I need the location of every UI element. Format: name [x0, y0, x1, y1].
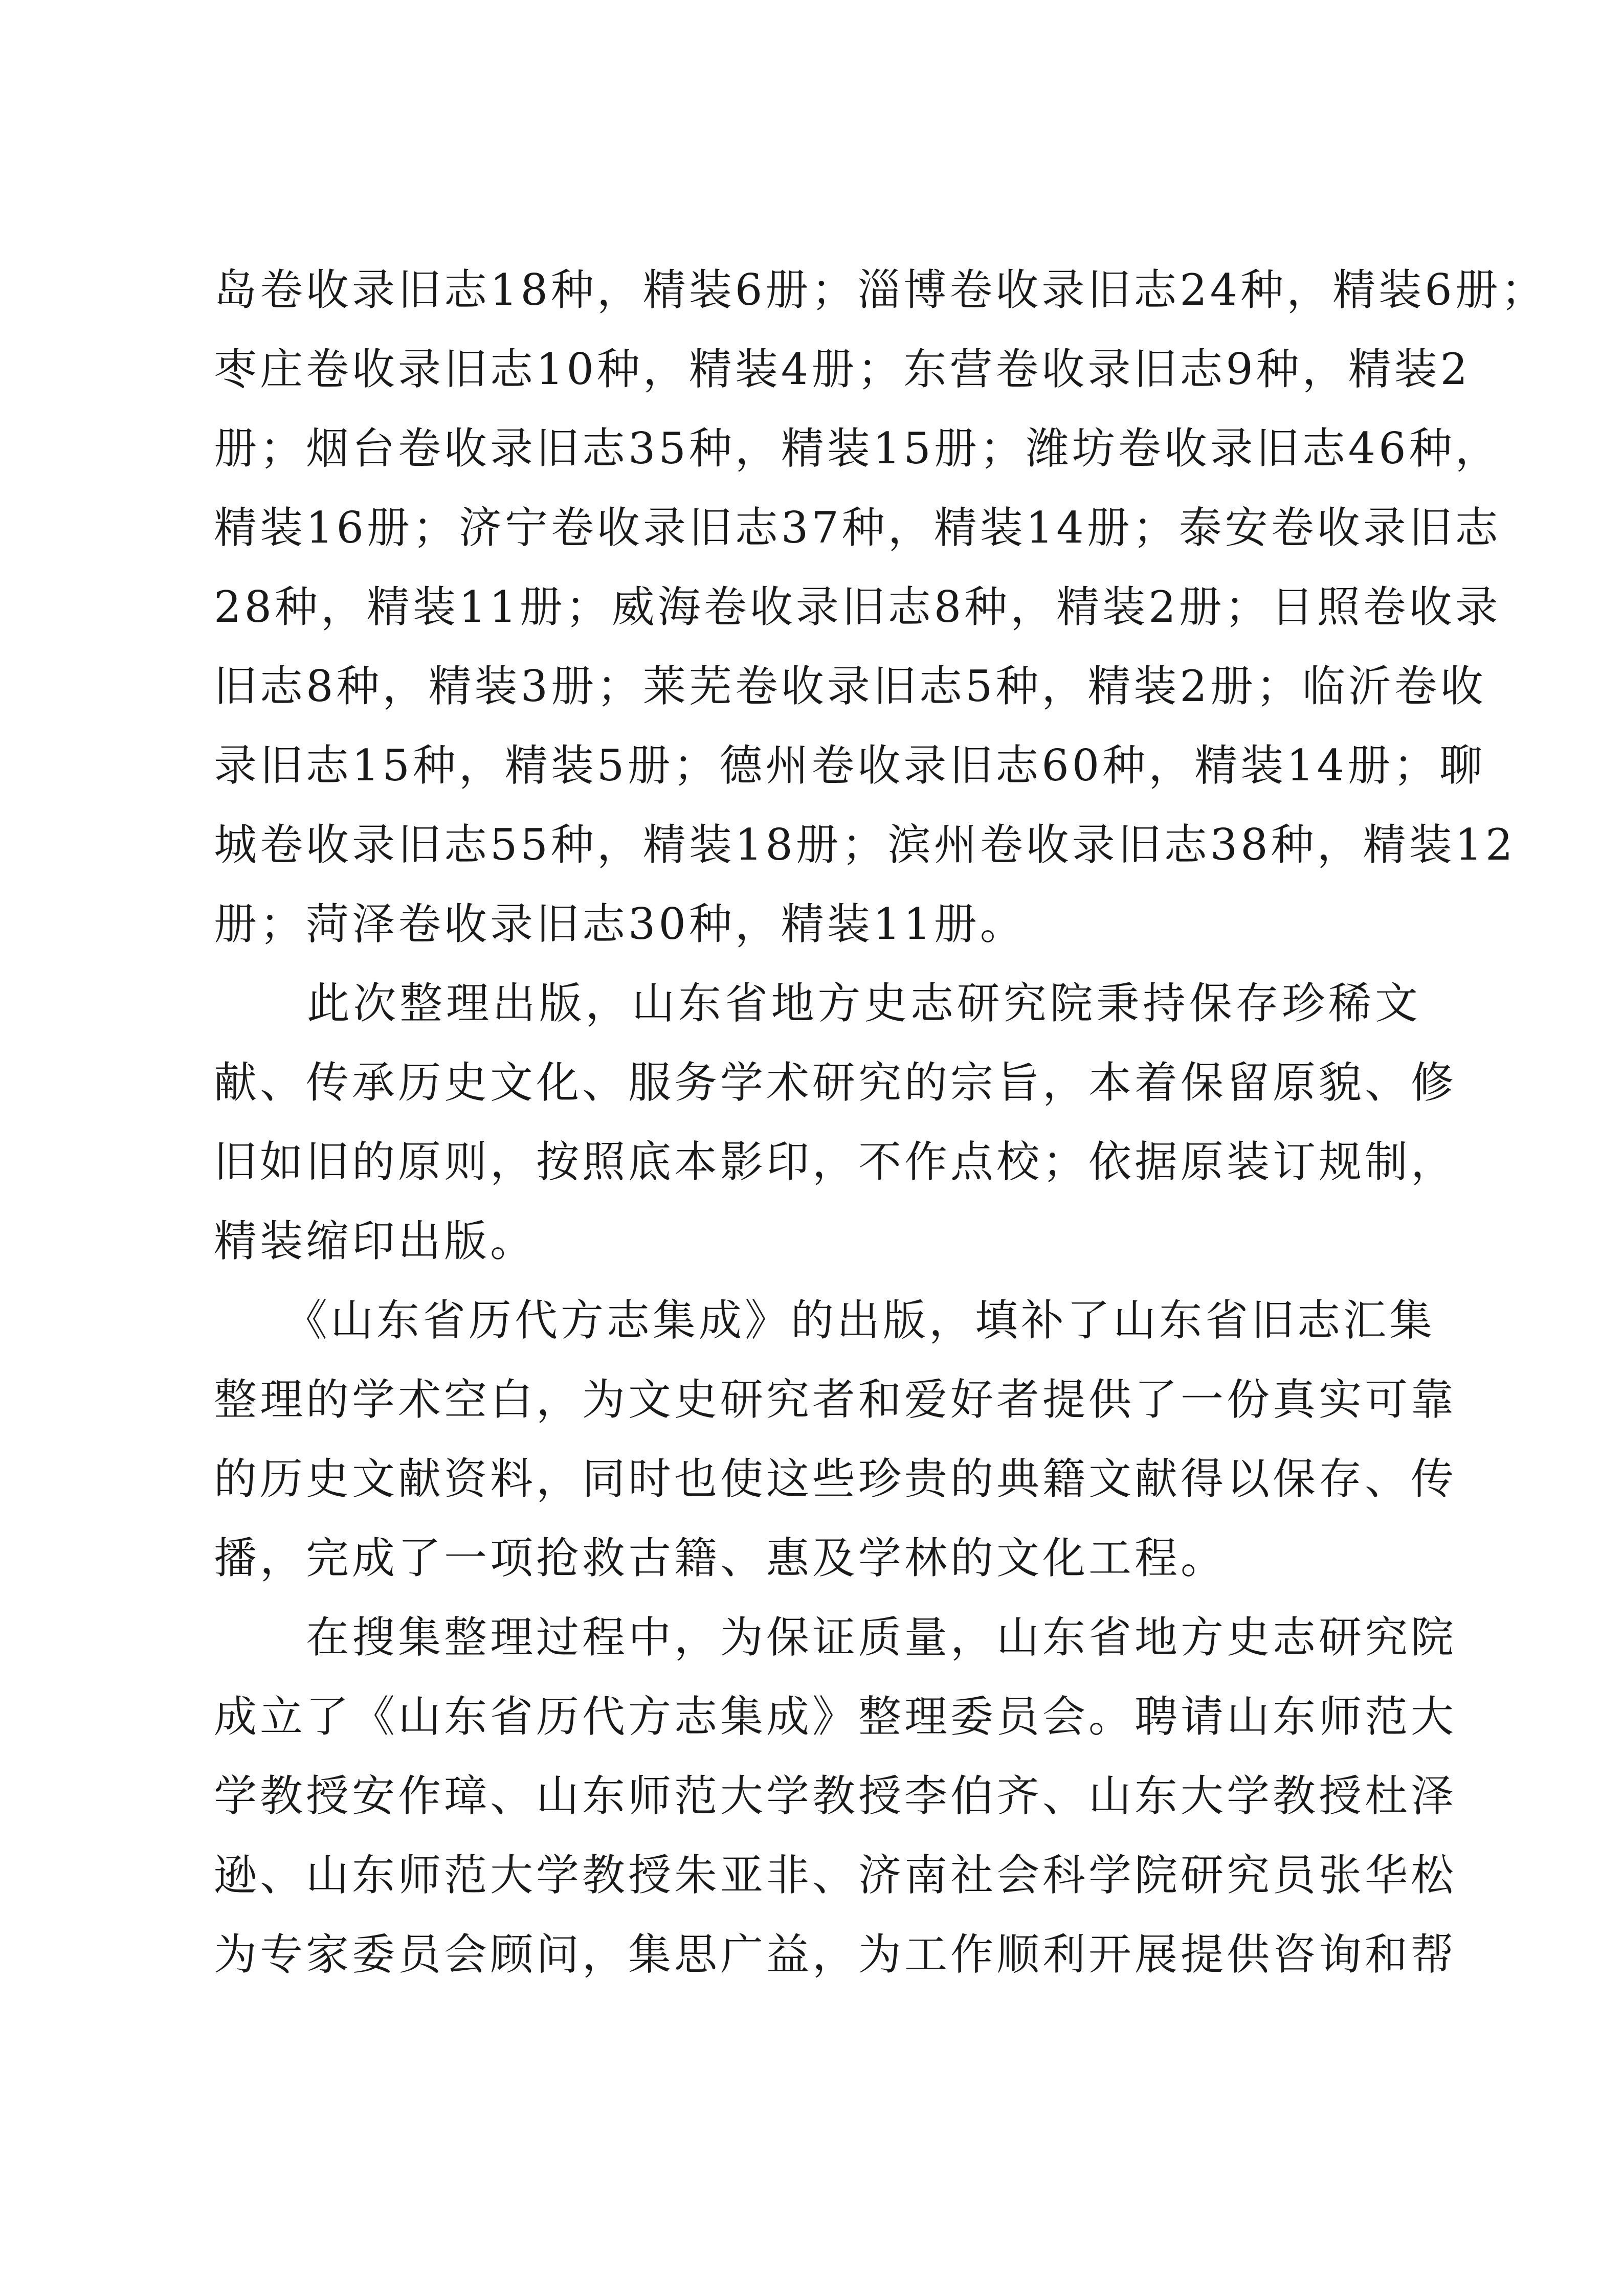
text-line: 播，完成了一项抢救古籍、惠及学林的文化工程。 [214, 1533, 1227, 1583]
text-line: 枣庄卷收录旧志10种，精装4册；东营卷收录旧志9种，精装2 [214, 344, 1471, 394]
text-line: 在搜集整理过程中，为保证质量，山东省地方史志研究院 [214, 1612, 1457, 1662]
text-line: 《山东省历代方志集成》的出版，填补了山东省旧志汇集 [214, 1295, 1436, 1345]
text-line: 精装缩印出版。 [214, 1216, 537, 1266]
text-line: 城卷收录旧志55种，精装18册；滨州卷收录旧志38种，精装12 [214, 820, 1516, 870]
text-line: 逊、山东师范大学教授朱亚非、济南社会科学院研究员张华松 [214, 1850, 1457, 1900]
text-line: 28种，精装11册；威海卷收录旧志8种，精装2册；日照卷收录 [214, 582, 1501, 632]
text-line: 整理的学术空白，为文史研究者和爱好者提供了一份真实可靠 [214, 1375, 1457, 1425]
text-line: 献、传承历史文化、服务学术研究的宗旨，本着保留原貌、修 [214, 1057, 1457, 1108]
text-line: 录旧志15种，精装5册；德州卷收录旧志60种，精装14册；聊 [214, 740, 1486, 791]
text-line: 学教授安作璋、山东师范大学教授李伯齐、山东大学教授杜泽 [214, 1771, 1457, 1821]
body-text [214, 251, 1547, 1994]
text-line: 旧如旧的原则，按照底本影印，不作点校；依据原装订规制， [214, 1137, 1457, 1187]
text-line: 此次整理出版，山东省地方史志研究院秉持保存珍稀文 [214, 978, 1421, 1028]
text-line: 精装16册；济宁卷收录旧志37种，精装14册；泰安卷收录旧志 [214, 503, 1501, 553]
text-line: 册；烟台卷收录旧志35种，精装15册；潍坊卷收录旧志46种， [214, 423, 1501, 474]
text-line: 成立了《山东省历代方志集成》整理委员会。聘请山东师范大 [214, 1692, 1457, 1742]
text-line: 为专家委员会顾问，集思广益，为工作顺利开展提供咨询和帮 [214, 1929, 1457, 1979]
text-line: 旧志8种，精装3册；莱芜卷收录旧志5种，精装2册；临沂卷收 [214, 661, 1486, 711]
text-line: 册；菏泽卷收录旧志30种，精装11册。 [214, 899, 1026, 949]
text-line: 的历史文献资料，同时也使这些珍贵的典籍文献得以保存、传 [214, 1454, 1457, 1504]
text-line: 岛卷收录旧志18种，精装6册；淄博卷收录旧志24种，精装6册； [214, 265, 1547, 315]
